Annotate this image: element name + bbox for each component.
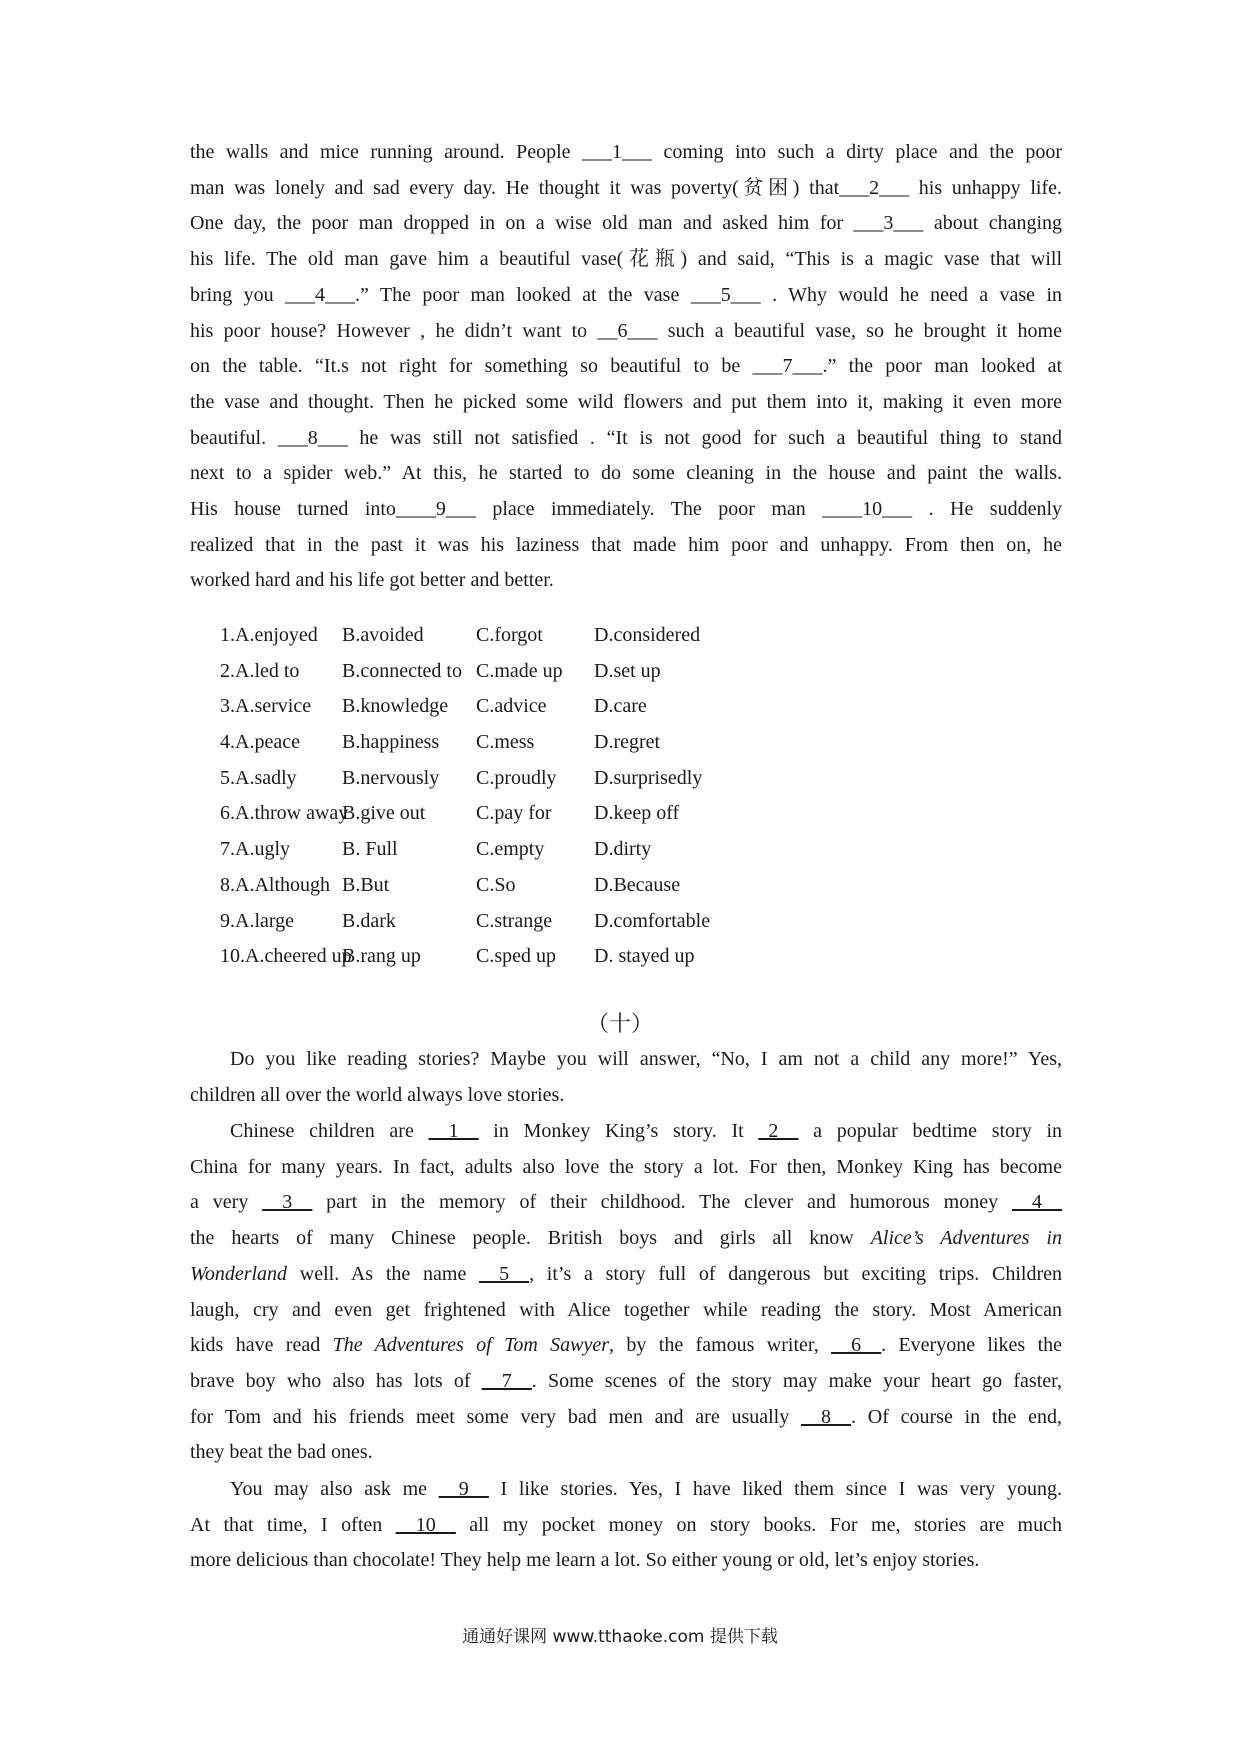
passage-line <box>190 1221 1062 1257</box>
passage-line: his life. The old man gave him a beautiful vase(花瓶) and said, “This is a magic vase that will <box>190 248 1062 271</box>
option-a: 3.A.service <box>220 695 312 718</box>
option-d: D.Because <box>594 873 681 896</box>
option-d: D.comfortable <box>594 909 711 932</box>
passage-line <box>190 1042 1062 1078</box>
option-b: B. Full <box>342 838 398 861</box>
blank-number: __9__ <box>438 1478 489 1500</box>
option-b: B.nervously <box>342 766 440 789</box>
passage-line <box>190 1435 1062 1471</box>
option-c: C.strange <box>476 909 553 932</box>
option-a: 8.A.Although <box>220 873 330 896</box>
text-segment: laugh, cry and even get frightened with Alice together while reading the story. Most American <box>190 1298 1062 1321</box>
passage-10-paragraph-3 <box>190 1472 1062 1579</box>
option-a: 9.A.large <box>220 909 295 932</box>
italic-segment <box>333 1334 609 1356</box>
passage-line <box>190 1257 1062 1293</box>
passage-line: beautiful. ___8___ he was still not satisfied . “It is not good for such a beautiful thing to stand <box>190 426 1062 449</box>
option-b: B.dark <box>342 909 396 932</box>
text-segment: , it’s a story full of dangerous but exciting trips. Children <box>529 1262 1062 1285</box>
option-b: B.rang up <box>342 945 421 968</box>
passage-line: next to a spider web.” At this, he started to do some cleaning in the house and paint the walls. <box>190 462 1062 485</box>
passage-line <box>190 1293 1062 1329</box>
passage-10-paragraph-2 <box>190 1114 1062 1471</box>
book-title: Alice’s Adventures in <box>870 1227 1062 1250</box>
text-segment: . Everyone likes the <box>881 1334 1063 1357</box>
text-segment: Chinese children are <box>230 1120 429 1142</box>
passage-line <box>190 1543 1062 1579</box>
option-b: B.give out <box>342 802 426 825</box>
text-segment: children all over the world always love stories. <box>190 1083 565 1106</box>
blank-number: __6__ <box>831 1334 882 1357</box>
passage-line: realized that in the past it was his laziness that made him poor and unhappy. From then on, he <box>190 533 1062 556</box>
passage-line <box>190 1078 1062 1114</box>
passage-9-text <box>190 135 1062 599</box>
text-segment: a very <box>190 1191 263 1214</box>
option-d: D.keep off <box>594 802 680 825</box>
section-title: （十） <box>586 1012 653 1037</box>
option-c: C.So <box>476 873 516 896</box>
passage-line <box>190 1364 1062 1400</box>
blank-number: __7__ <box>481 1369 532 1392</box>
option-c: C.advice <box>476 695 547 718</box>
passage-line <box>190 1472 1062 1508</box>
blank-number: __10__ <box>395 1513 456 1536</box>
option-c: C.pay for <box>476 802 552 825</box>
option-a: 7.A.ugly <box>220 838 290 861</box>
blank-number: __8__ <box>801 1405 852 1428</box>
option-b: B.But <box>342 873 390 896</box>
text-segment: kids have read <box>190 1334 333 1357</box>
text-segment: part in the memory of their childhood. The clever and humorous money <box>312 1191 1012 1214</box>
option-a: 10.A.cheered up <box>220 945 352 968</box>
option-d: D.regret <box>594 731 661 754</box>
text-segment: more delicious than chocolate! They help me learn a lot. So either young or old, let’s enjoy stories. <box>190 1549 980 1572</box>
option-b: B.avoided <box>342 624 424 646</box>
blank-number: __3__ <box>262 1191 313 1214</box>
text-segment: in Monkey King’s story. It <box>478 1120 759 1142</box>
passage-line <box>190 1328 1062 1364</box>
passage-line: on the table. “It.s not right for something so beautiful to be ___7___.” the poor man looked at <box>190 355 1062 378</box>
option-a: 1.A.enjoyed <box>220 624 318 646</box>
text-segment: Do you like reading stories? Maybe you will answer, “No, I am not a child any more!” Yes, <box>230 1048 1062 1070</box>
option-d: D.considered <box>594 624 701 646</box>
text-segment: China for many years. In fact, adults also love the story a lot. For then, Monkey King has become <box>190 1155 1062 1178</box>
blank-number: __1__ <box>428 1120 479 1142</box>
footer-credit: 通通好课网 www.tthaoke.com 提供下载 <box>462 1627 778 1647</box>
passage-line: the vase and thought. Then he picked some wild flowers and put them into it, making it even more <box>190 390 1062 413</box>
option-a: 5.A.sadly <box>220 766 297 789</box>
passage-line <box>190 1400 1062 1436</box>
passage-line: his poor house? However , he didn’t want to __6___ such a beautiful vase, so he brought it home <box>190 319 1062 342</box>
passage-line: His house turned into____9___ place immediately. The poor man ____10___ . He suddenly <box>190 498 1062 521</box>
text-segment: the hearts of many Chinese people. British boys and girls all know <box>190 1227 871 1250</box>
option-c: C.sped up <box>476 945 556 968</box>
book-title: Wonderland <box>190 1262 288 1285</box>
italic-segment <box>871 1227 1062 1249</box>
option-c: C.made up <box>476 659 563 682</box>
text-segment: well. As the name <box>287 1262 480 1285</box>
passage-line: the walls and mice running around. People ___1___ coming into such a dirty place and the poor <box>190 141 1062 163</box>
passage-line <box>190 1185 1062 1221</box>
text-segment: . Some scenes of the story may make your heart go faster, <box>531 1369 1062 1392</box>
text-segment: brave boy who also has lots of <box>190 1369 482 1392</box>
option-a: 2.A.led to <box>220 659 300 682</box>
option-d: D. stayed up <box>594 945 695 968</box>
option-c: C.mess <box>476 731 535 754</box>
text-segment: all my pocket money on story books. For me, stories are much <box>455 1513 1062 1536</box>
text-segment: You may also ask me <box>230 1478 439 1500</box>
text-segment: a popular bedtime story in <box>798 1120 1062 1142</box>
option-d: D.set up <box>594 659 661 682</box>
option-b: B.connected to <box>342 659 462 682</box>
blank-number: __4__ <box>1011 1191 1062 1214</box>
option-c: C.proudly <box>476 766 557 789</box>
option-c: C.forgot <box>476 624 543 646</box>
text-segment: for Tom and his friends meet some very bad men and are usually <box>190 1405 802 1428</box>
option-d: D.care <box>594 695 647 718</box>
book-title: The Adventures of Tom Sawyer <box>332 1334 610 1357</box>
passage-line <box>190 1508 1062 1544</box>
blank-number: __5__ <box>479 1262 530 1285</box>
text-segment: . Of course in the end, <box>851 1405 1062 1428</box>
passage-line: worked hard and his life got better and better. <box>190 569 554 592</box>
text-segment: , by the famous writer, <box>609 1334 832 1357</box>
blank-number: _2__ <box>758 1120 799 1142</box>
text-segment: I like stories. Yes, I have liked them since I was very young. <box>488 1478 1063 1500</box>
option-b: B.knowledge <box>342 695 449 718</box>
passage-line <box>190 1150 1062 1186</box>
passage-line <box>190 1114 1062 1150</box>
passage-line: One day, the poor man dropped in on a wise old man and asked him for ___3___ about changing <box>190 212 1062 235</box>
option-c: C.empty <box>476 838 545 861</box>
option-d: D.surprisedly <box>594 766 703 789</box>
text-segment: At that time, I often <box>190 1513 396 1536</box>
option-a: 4.A.peace <box>220 731 300 754</box>
passage-line: man was lonely and sad every day. He thought it was poverty(贫困) that___2___ his unhappy life. <box>190 176 1062 199</box>
option-b: B.happiness <box>342 731 440 754</box>
option-d: D.dirty <box>594 838 652 861</box>
option-a: 6.A.throw away <box>220 802 349 825</box>
passage-line: bring you ___4___.” The poor man looked at the vase ___5___ . Why would he need a vase in <box>190 283 1062 306</box>
text-segment: they beat the bad ones. <box>190 1441 373 1464</box>
passage-10-paragraph-1 <box>190 1042 1062 1113</box>
italic-segment <box>190 1263 287 1285</box>
